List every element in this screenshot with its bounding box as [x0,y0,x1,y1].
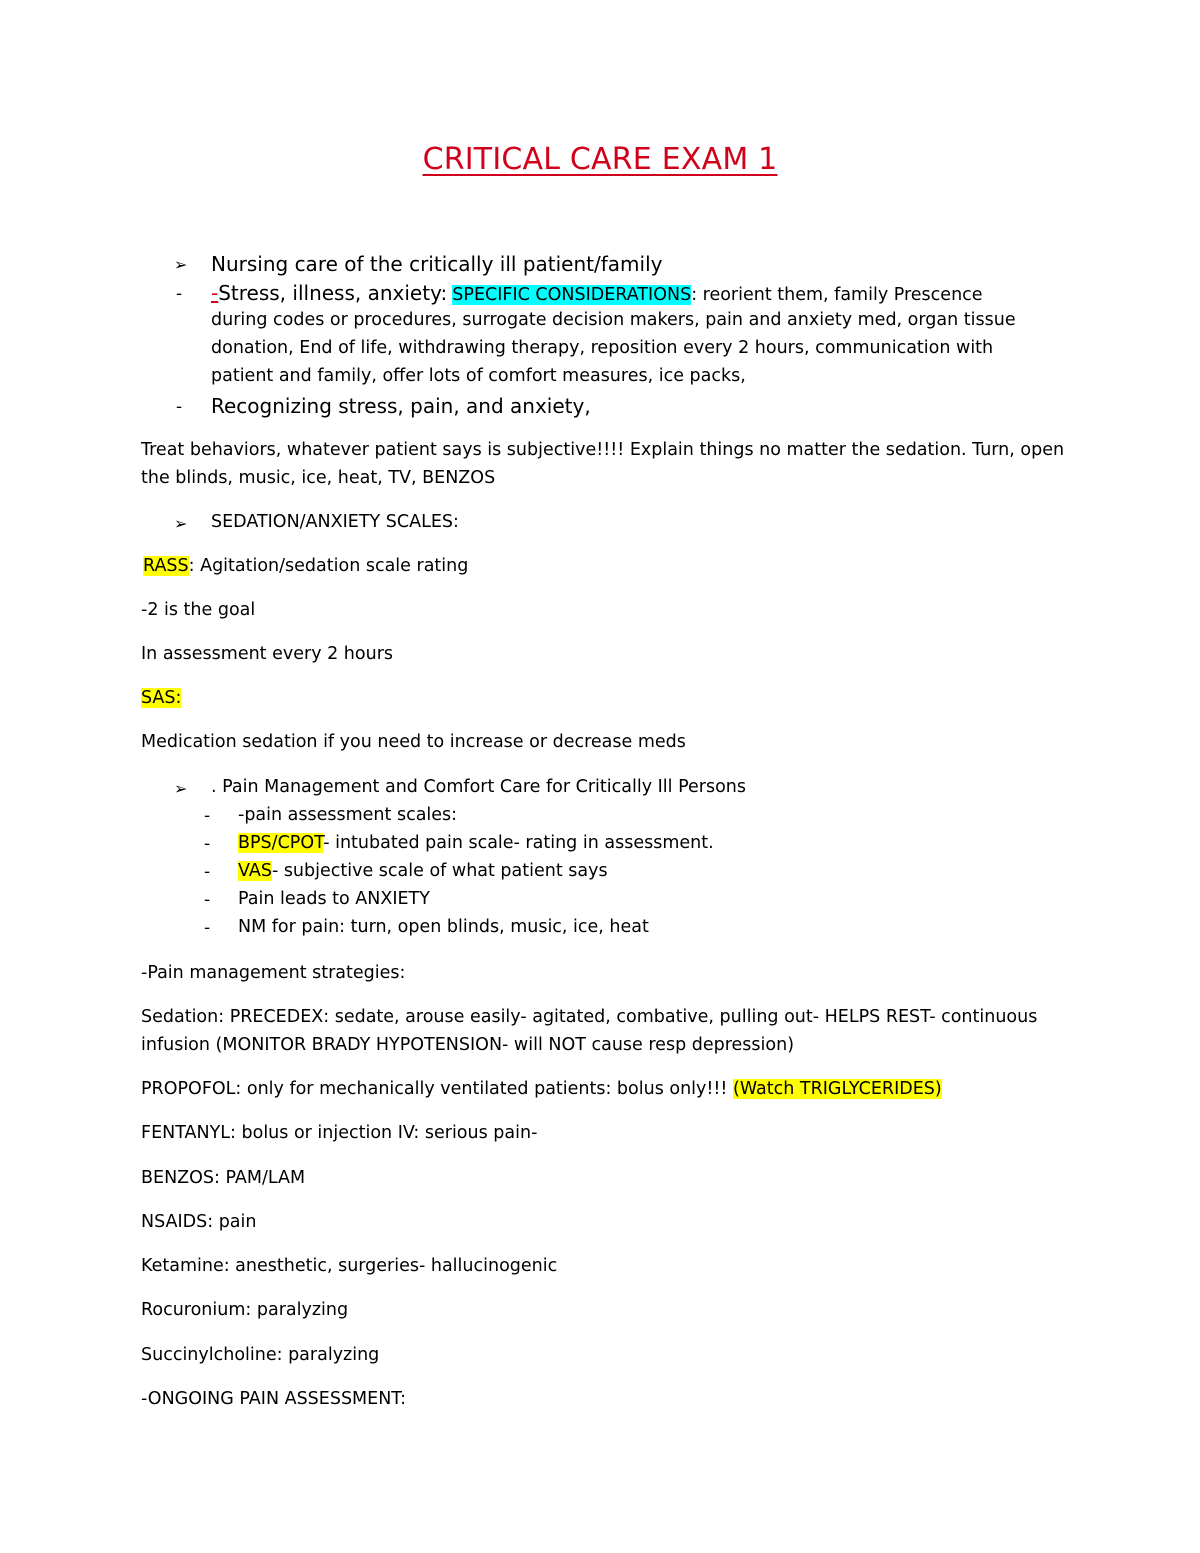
bps-rest: - intubated pain scale- rating in assessment. [323,833,714,853]
list-item-bps [238,833,714,853]
goal-line: -2 is the goal [141,600,256,620]
rocuronium-line: Rocuronium: paralyzing [141,1300,349,1320]
dash-bullet: - [176,397,183,417]
list-item-recognizing: Recognizing stress, pain, and anxiety, [211,394,591,418]
arrowhead-bullet-icon: ➢ [174,779,188,798]
medication-line: Medication sedation if you need to increase or decrease meds [141,732,686,752]
specific-considerations-highlight: SPECIFIC CONSIDERATIONS [452,285,692,305]
stress-line4: patient and family, offer lots of comfort measures, ice packs, [211,366,746,386]
arrowhead-bullet-icon: ➢ [174,255,188,274]
arrowhead-bullet-icon: ➢ [174,514,188,533]
rass-highlight: RASS [143,556,189,576]
list-item-pain-scales: -pain assessment scales: [238,805,458,825]
nsaids-line: NSAIDS: pain [141,1212,257,1232]
page-title: CRITICAL CARE EXAM 1 [422,142,778,177]
ongoing-assessment-line: -ONGOING PAIN ASSESSMENT: [141,1389,406,1409]
bps-highlight: BPS/CPOT [238,833,324,853]
section-heading-pain-management: . Pain Management and Comfort Care for Critically Ill Persons [211,777,746,797]
sedation-line2: infusion (MONITOR BRADY HYPOTENSION- will NOT cause resp depression) [141,1035,795,1055]
dash-bullet: - [204,862,211,882]
paragraph-treat-line1: Treat behaviors, whatever patient says is subjective!!!! Explain things no matter the sedation. Turn, open [141,440,1065,460]
propofol-line [141,1079,942,1099]
sedation-line1: Sedation: PRECEDEX: sedate, arouse easily- agitated, combative, pulling out- HELPS REST- continuous [141,1007,1038,1027]
dash-bullet: - [204,806,211,826]
section-heading-nursing-care: Nursing care of the critically ill patient/family [211,252,663,276]
ketamine-line: Ketamine: anesthetic, surgeries- hallucinogenic [141,1256,558,1276]
section-heading-sedation-scales: SEDATION/ANXIETY SCALES: [211,512,459,532]
vas-highlight: VAS [238,861,272,881]
stress-line1-rest: : reorient them, family Prescence [691,285,983,305]
stress-line2: during codes or procedures, surrogate decision makers, pain and anxiety med, organ tissue [211,310,1016,330]
red-dash-mark: - [211,281,219,305]
fentanyl-line: FENTANYL: bolus or injection IV: serious pain- [141,1123,538,1143]
paragraph-treat-line2: the blinds, music, ice, heat, TV, BENZOS [141,468,496,488]
succinylcholine-line: Succinylcholine: paralyzing [141,1345,380,1365]
stress-line3: donation, End of life, withdrawing therapy, reposition every 2 hours, communication with [211,338,994,358]
dash-bullet: - [204,890,211,910]
list-item-nm: NM for pain: turn, open blinds, music, ice, heat [238,917,649,937]
stress-lead-text: Stress, illness, anxiety: [218,281,448,305]
strategies-heading: -Pain management strategies: [141,963,406,983]
vas-rest: - subjective scale of what patient says [271,861,608,881]
assessment-line: In assessment every 2 hours [141,644,394,664]
triglycerides-highlight: (Watch TRIGLYCERIDES) [733,1079,942,1099]
benzos-line: BENZOS: PAM/LAM [141,1168,306,1188]
rass-rest: : Agitation/sedation scale rating [188,556,469,576]
list-item-vas [238,861,608,881]
sas-highlight: SAS: [141,688,182,708]
dash-bullet: - [176,284,183,304]
propofol-text: PROPOFOL: only for mechanically ventilated patients: bolus only!!! [141,1079,728,1099]
list-item-anxiety: Pain leads to ANXIETY [238,889,430,909]
list-item-stress [211,281,983,305]
sas-line [141,688,181,708]
rass-line [143,556,468,576]
dash-bullet: - [204,918,211,938]
dash-bullet: - [204,834,211,854]
